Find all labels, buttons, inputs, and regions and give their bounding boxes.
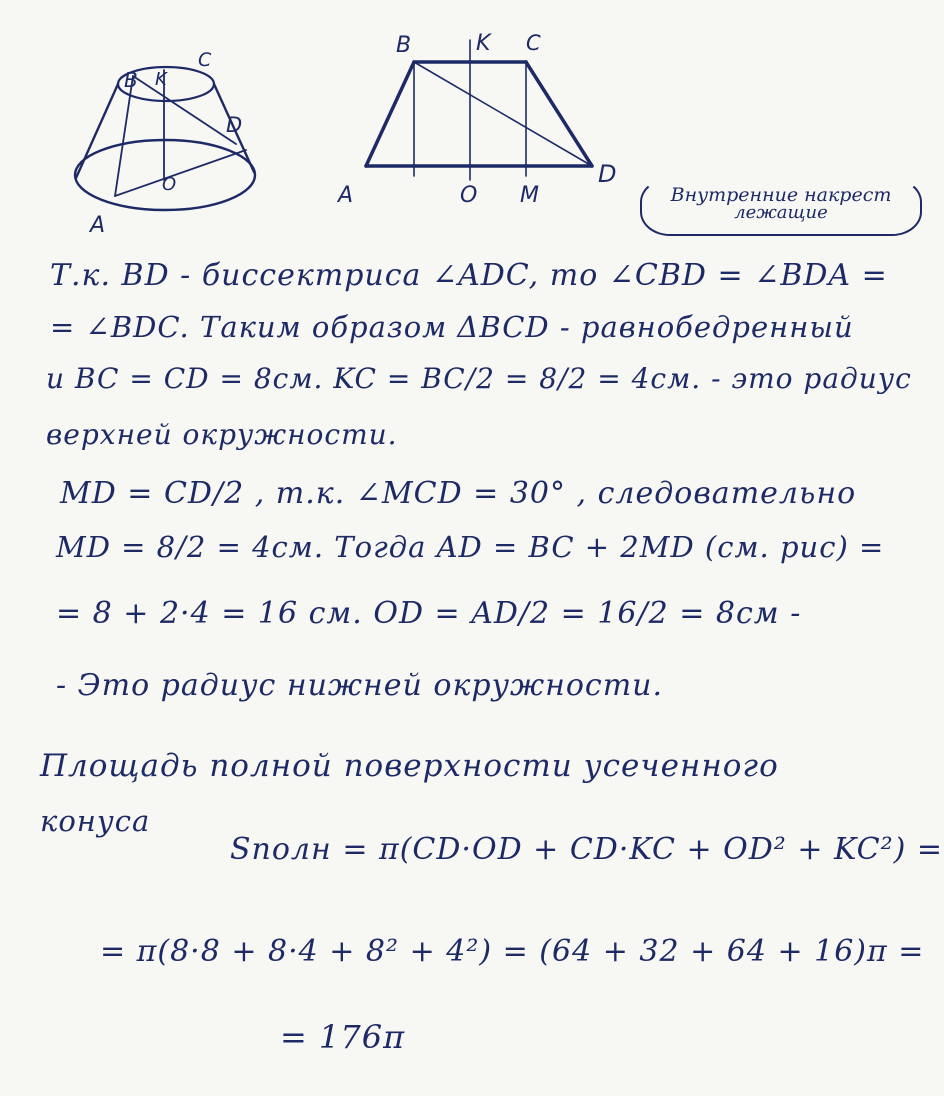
cone-label-c: C: [198, 49, 212, 71]
solution-line-10: конуса: [40, 804, 151, 838]
solution-line-6: MD = 8/2 = 4см. Тогда AD = BC + 2MD (см. рис) =: [56, 530, 885, 564]
formula-line-1: Sполн = π(CD·OD + CD·KC + OD² + KC²) =: [230, 832, 943, 867]
cone-label-b: B: [124, 68, 138, 92]
cone-label-k: K: [155, 69, 167, 90]
cone-label-o: O: [162, 174, 177, 195]
solution-line-3: и BC = CD = 8см. KC = BC/2 = 8/2 = 4см. - это радиус: [46, 362, 912, 395]
formula-line-3: = 176π: [280, 1018, 406, 1056]
trapezoid-figure: [330, 20, 640, 210]
solution-line-1: Т.к. BD - биссектриса ∠ADC, то ∠CBD = ∠BDA =: [50, 258, 888, 293]
trap-label-m: M: [520, 183, 539, 208]
solution-line-2: = ∠BDC. Таким образом ΔBCD - равнобедренный: [50, 310, 854, 344]
cone-frustum-figure: [60, 40, 270, 240]
solution-line-9: Площадь полной поверхности усеченного: [40, 748, 779, 784]
note-line-2: лежащие: [734, 202, 828, 223]
solution-line-8: - Это радиус нижней окружности.: [56, 668, 664, 703]
trap-label-k: K: [476, 31, 491, 56]
cone-label-d: D: [226, 113, 243, 137]
formula-line-2: = π(8·8 + 8·4 + 8² + 4²) = (64 + 32 + 64 + 16)π =: [100, 934, 925, 969]
solution-line-7: = 8 + 2·4 = 16 см. OD = AD/2 = 16/2 = 8см -: [56, 596, 802, 631]
solution-line-5: MD = CD/2 , т.к. ∠MCD = 30° , следовательно: [60, 476, 857, 511]
cone-label-a: A: [90, 213, 106, 238]
trap-label-c: C: [526, 31, 541, 55]
trap-label-d: D: [598, 160, 617, 188]
trap-label-a: A: [338, 183, 354, 208]
solution-line-4: верхней окружности.: [46, 418, 398, 451]
trap-label-o: O: [460, 183, 478, 208]
note-line-1: Внутренние накрест: [670, 184, 892, 206]
alternate-angles-note: [640, 178, 922, 236]
trap-label-b: B: [396, 33, 412, 58]
